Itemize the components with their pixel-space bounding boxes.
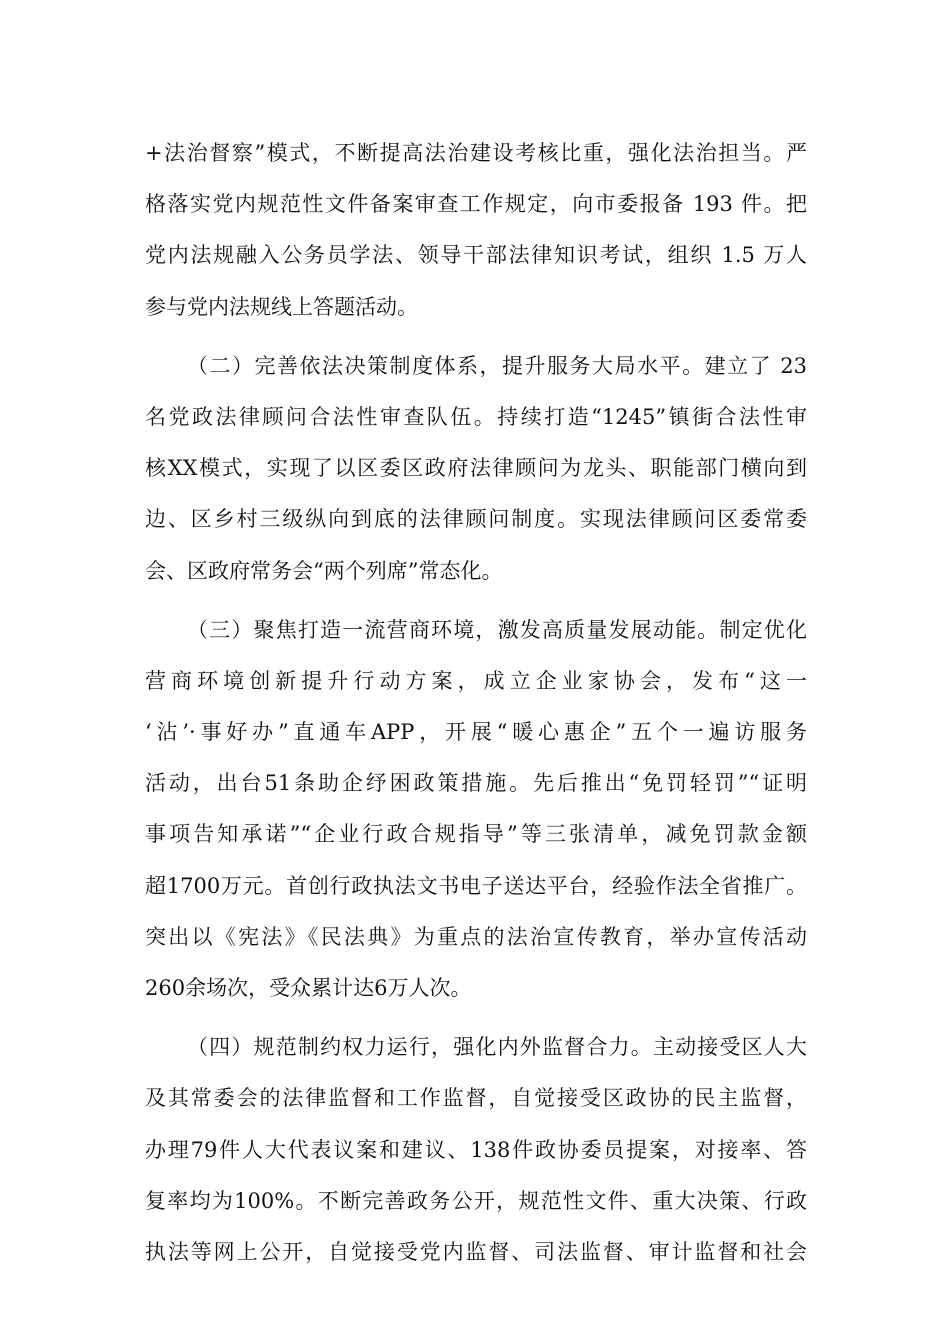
paragraph-1 xyxy=(145,128,807,333)
text-line: （二）完善依法决策制度体系，提升服务大局水平。建立了 23 xyxy=(187,353,807,378)
text-line: 参与党内法规线上答题活动。 xyxy=(145,294,418,319)
text-line: 突出以《宪法》《民法典》为重点的法治宣传教育，举办宣传活动 xyxy=(145,924,807,949)
document-body xyxy=(145,128,807,1278)
text-line: （三）聚焦打造一流营商环境，激发高质量发展动能。制定优化 xyxy=(187,617,807,642)
text-line: +法治督察”模式，不断提高法治建设考核比重，强化法治担当。严 xyxy=(145,141,807,165)
paragraph-3 xyxy=(145,605,807,1015)
text-line: 260余场次，受众累计达6万人次。 xyxy=(145,976,472,1000)
text-line: 复率均为100%。不断完善政务公开，规范性文件、重大决策、行政 xyxy=(145,1188,807,1213)
text-line: 核XX模式，实现了以区委区政府法律顾问为龙头、职能部门横向到 xyxy=(145,456,807,481)
text-line: 名党政法律顾问合法性审查队伍。持续打造“1245”镇街合法性审 xyxy=(145,404,807,429)
text-line: 执法等网上公开，自觉接受党内监督、司法监督、审计监督和社会 xyxy=(145,1239,807,1264)
text-line: 边、区乡村三级纵向到底的法律顾问制度。实现法律顾问区委常委 xyxy=(145,507,807,532)
text-line: 办理79件人大代表议案和建议、138件政协委员提案，对接率、答 xyxy=(145,1137,807,1162)
text-line: 营商环境创新提升行动方案，成立企业家协会，发布“这一 xyxy=(145,668,807,693)
text-line: 活动，出台51条助企纾困政策措施。先后推出“免罚轻罚”“证明 xyxy=(145,771,807,796)
text-line: 会、区政府常务会“两个列席”常态化。 xyxy=(145,558,503,583)
text-line: ‘沾’·事好办”直通车APP，开展“暖心惠企”五个一遍访服务 xyxy=(145,720,807,745)
text-line: 党内法规融入公务员学法、领导干部法律知识考试，组织 1.5 万人 xyxy=(145,243,807,268)
text-line: （四）规范制约权力运行，强化内外监督合力。主动接受区人大 xyxy=(187,1035,807,1060)
text-line: 超1700万元。首创行政执法文书电子送达平台，经验作法全省推广。 xyxy=(145,873,807,898)
paragraph-4 xyxy=(145,1022,807,1278)
paragraph-2 xyxy=(145,341,807,597)
text-line: 事项告知承诺”“企业行政合规指导”等三张清单，减免罚款金额 xyxy=(145,822,807,847)
text-line: 格落实党内规范性文件备案审查工作规定，向市委报备 193 件。把 xyxy=(145,192,807,217)
text-line: 及其常委会的法律监督和工作监督，自觉接受区政协的民主监督， xyxy=(145,1086,807,1111)
